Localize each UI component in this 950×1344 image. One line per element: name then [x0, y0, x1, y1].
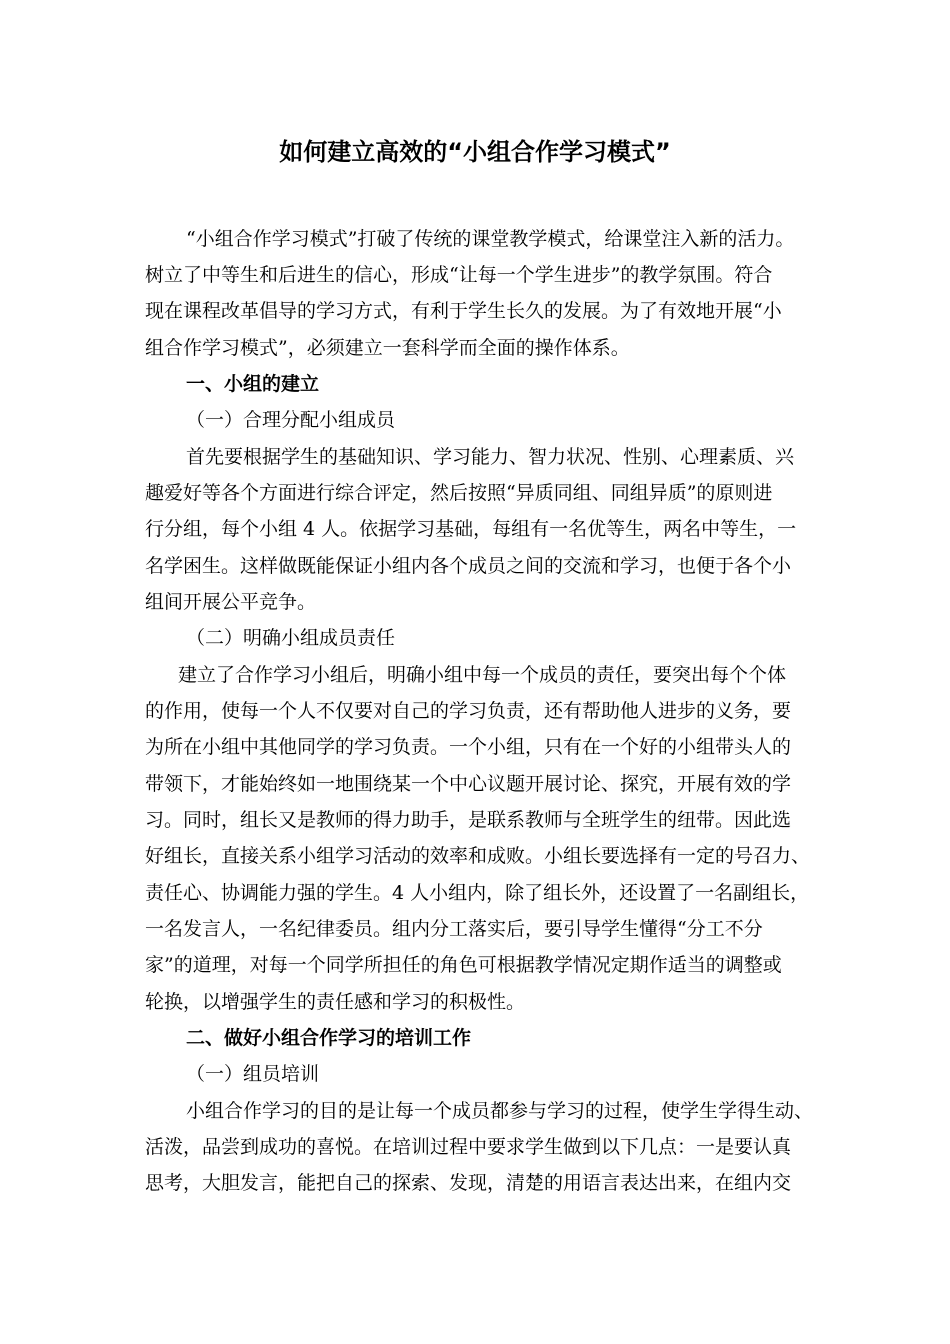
- paragraph-line: 树立了中等生和后进生的信心，形成“让每一个学生进步”的教学氛围。符合: [145, 264, 773, 286]
- paragraph-line: 一名发言人，一名纪律委员。组内分工落实后，要引导学生懂得“分工不分: [145, 918, 763, 940]
- paragraph-line: 小组合作学习的目的是让每一个成员都参与学习的过程，使学生学得生动、: [186, 1100, 814, 1122]
- subsection-heading-1-2: （二）明确小组成员责任: [186, 627, 396, 649]
- paragraph-line: 习。同时，组长又是教师的得力助手，是联系教师与全班学生的纽带。因此选: [145, 809, 792, 831]
- paragraph-line: 组间开展公平竞争。: [145, 591, 317, 613]
- paragraph-line: 建立了合作学习小组后，明确小组中每一个成员的责任，要突出每个个体: [178, 664, 787, 686]
- paragraph-line: 行分组，每个小组 4 人。依据学习基础，每组有一名优等生，两名中等生，一: [145, 518, 797, 540]
- paragraph-line: 家”的道理，对每一个同学所担任的角色可根据教学情况定期作适当的调整或: [145, 954, 782, 976]
- paragraph-line: 责任心、协调能力强的学生。4 人小组内，除了组长外，还设置了一名副组长，: [145, 882, 810, 904]
- subsection-heading-2-1: （一）组员培训: [186, 1063, 320, 1085]
- section-heading-2: 二、做好小组合作学习的培训工作: [186, 1027, 472, 1049]
- paragraph-line: 活泼，品尝到成功的喜悦。在培训过程中要求学生做到以下几点：一是要认真: [145, 1136, 792, 1158]
- paragraph-line: 现在课程改革倡导的学习方式，有利于学生长久的发展。为了有效地开展“小: [145, 300, 782, 322]
- paragraph-line: 为所在小组中其他同学的学习负责。一个小组，只有在一个好的小组带头人的: [145, 736, 792, 758]
- paragraph-line: 思考，大胆发言，能把自己的探索、发现，清楚的用语言表达出来，在组内交: [145, 1172, 792, 1194]
- subsection-heading-1-1: （一）合理分配小组成员: [186, 409, 396, 431]
- paragraph-line: 名学困生。这样做既能保证小组内各个成员之间的交流和学习，也便于各个小: [145, 555, 792, 577]
- paragraph-line: “小组合作学习模式”打破了传统的课堂教学模式，给课堂注入新的活力。: [186, 228, 795, 250]
- paragraph-line: 带领下，才能始终如一地围绕某一个中心议题开展讨论、探究，开展有效的学: [145, 773, 792, 795]
- document-title: 如何建立高效的“小组合作学习模式”: [279, 138, 671, 166]
- paragraph-line: 轮换，以增强学生的责任感和学习的积极性。: [145, 991, 526, 1013]
- section-heading-1: 一、小组的建立: [186, 373, 320, 395]
- paragraph-line: 首先要根据学生的基础知识、学习能力、智力状况、性别、心理素质、兴: [186, 446, 795, 468]
- paragraph-line: 组合作学习模式”，必须建立一套科学而全面的操作体系。: [145, 337, 630, 359]
- paragraph-line: 趣爱好等各个方面进行综合评定，然后按照“异质同组、同组异质”的原则进: [145, 482, 773, 504]
- paragraph-line: 好组长，直接关系小组学习活动的效率和成败。小组长要选择有一定的号召力、: [145, 845, 811, 867]
- paragraph-line: 的作用，使每一个人不仅要对自己的学习负责，还有帮助他人进步的义务，要: [145, 700, 792, 722]
